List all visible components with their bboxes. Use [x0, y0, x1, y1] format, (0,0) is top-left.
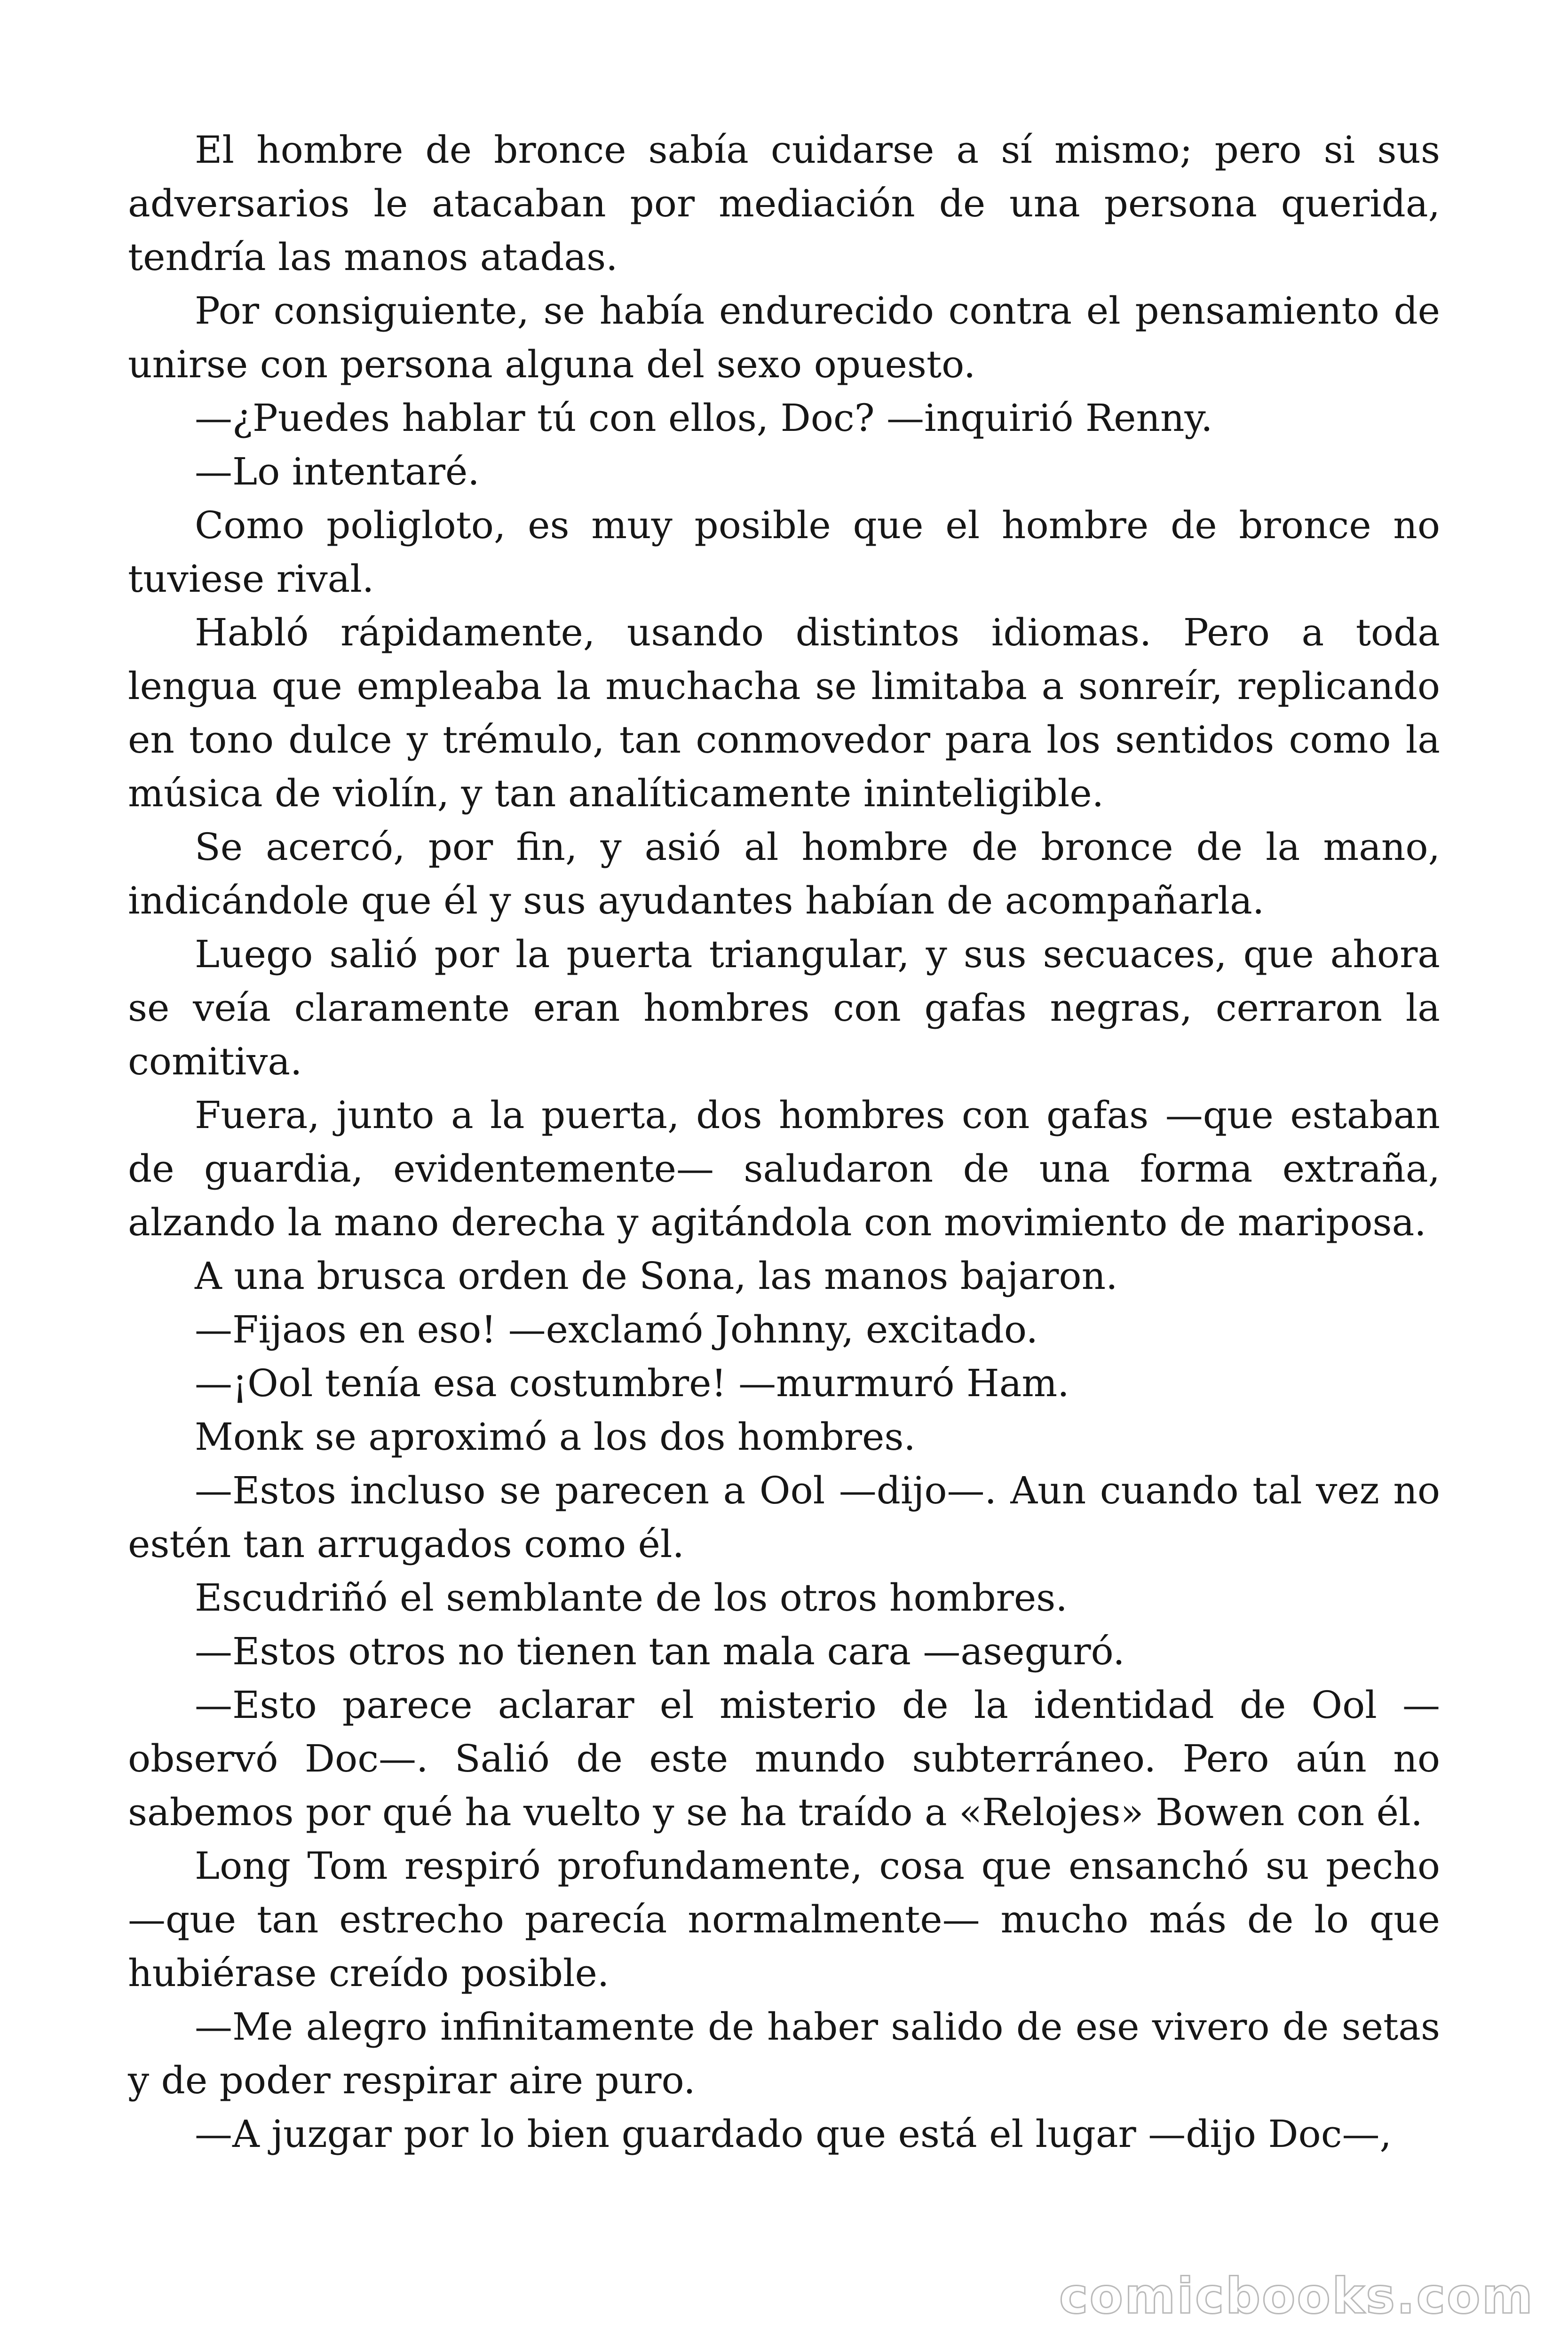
paragraph: Luego salió por la puerta triangular, y sus secuaces, que ahora se veía claramente eran hombres con gafas negras, cerraron la comitiva. — [128, 932, 1440, 1083]
paragraph: Como poligloto, es muy posible que el hombre de bronce no tuviese rival. — [128, 503, 1440, 601]
paragraph: A una brusca orden de Sona, las manos bajaron. — [195, 1254, 1118, 1298]
paragraph: —Estos incluso se parecen a Ool —dijo—. Aun cuando tal vez no estén tan arrugados como él. — [128, 1469, 1440, 1566]
watermark: comicbooks.com — [1059, 2267, 1534, 2325]
paragraph: Por consiguiente, se había endurecido contra el pensamiento de unirse con persona alguna del sexo opuesto. — [128, 289, 1440, 386]
paragraph: Long Tom respiró profundamente, cosa que ensanchó su pecho —que tan estrecho parecía normalmente— mucho más de lo que hubiérase creído posible. — [128, 1844, 1440, 1995]
paragraph: —¡Ool tenía esa costumbre! —murmuró Ham. — [195, 1361, 1069, 1405]
paragraph: —A juzgar por lo bien guardado que está el lugar —dijo Doc—, — [195, 2112, 1392, 2156]
paragraph: Escudriñó el semblante de los otros hombres. — [195, 1576, 1068, 1620]
paragraph: —Lo intentaré. — [195, 450, 480, 493]
page-body — [128, 123, 1440, 2161]
paragraph: Se acercó, por fin, y asió al hombre de bronce de la mano, indicándole que él y sus ayudantes habían de acompañarla. — [128, 825, 1440, 922]
paragraph: —Esto parece aclarar el misterio de la identidad de Ool —observó Doc—. Salió de este mundo subterráneo. Pero aún no sabemos por qué ha vuelto y se ha traído a «Relojes» Bowen con él. — [128, 1683, 1440, 1834]
paragraph: —Fijaos en eso! —exclamó Johnny, excitado. — [195, 1308, 1038, 1351]
paragraph: Monk se aproximó a los dos hombres. — [195, 1415, 916, 1459]
paragraph: —¿Puedes hablar tú con ellos, Doc? —inquirió Renny. — [195, 396, 1213, 440]
paragraph: —Me alegro infinitamente de haber salido de ese vivero de setas y de poder respirar aire puro. — [128, 2005, 1440, 2102]
paragraph: —Estos otros no tienen tan mala cara —aseguró. — [195, 1629, 1125, 1673]
paragraph: Fuera, junto a la puerta, dos hombres con gafas —que estaban de guardia, evidentemente— saludaron de una forma extraña, alzando la mano derecha y agitándola con movimiento de mariposa. — [128, 1093, 1440, 1244]
paragraph: El hombre de bronce sabía cuidarse a sí mismo; pero si sus adversarios le atacaban por mediación de una persona querida, tendría las manos atadas. — [128, 128, 1440, 279]
paragraph: Habló rápidamente, usando distintos idiomas. Pero a toda lengua que empleaba la muchacha se limitaba a sonreír, replicando en tono dulce y trémulo, tan conmovedor para los sentidos como la música de violín, y tan analíticamente ininteligible. — [128, 611, 1440, 815]
